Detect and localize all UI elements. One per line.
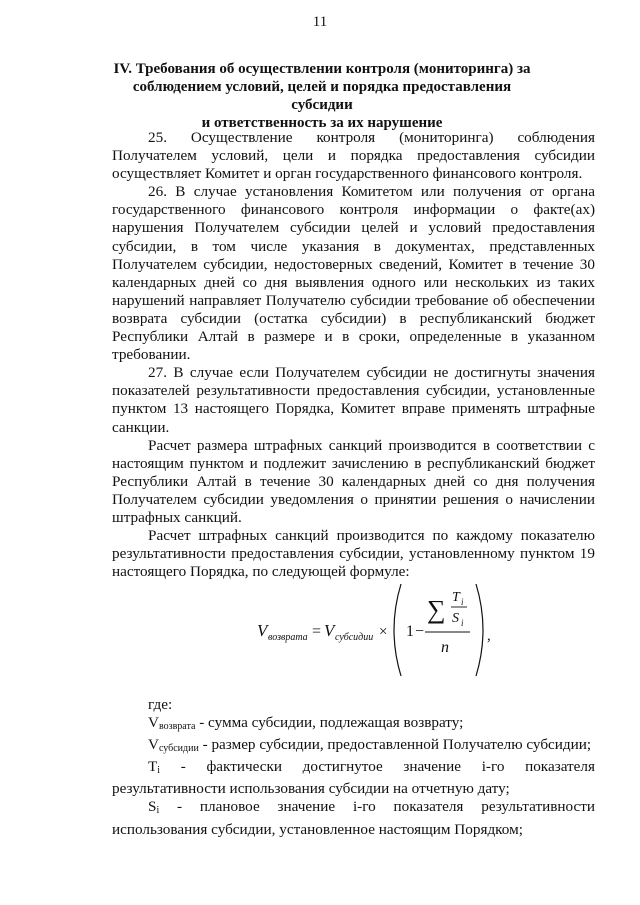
paragraph-formula-intro: Расчет штрафных санкций производится по каждому показателю результативности предоставления субсидии, установленному пунктом 19 настоящего Порядка, по следующей формуле: [112, 527, 595, 581]
paragraph-25: 25. Осуществление контроля (мониторинга) соблюдения Получателем условий, цели и порядка предоставления субсидии осуществляет Комитет и орган государственного финансового контроля. [112, 129, 595, 183]
formula-v-subsidy-sub: субсидии [335, 632, 374, 643]
formula-left-paren [394, 584, 401, 676]
formula-numer: T [452, 590, 460, 605]
formula-numer-sub: i [461, 597, 464, 607]
paragraph-penalty-calc: Расчет размера штрафных санкций производится в соответствии с настоящим пунктом и подлежит зачислению в республиканский бюджет Республики Алтай в течение 30 календарных дней со дня получения Получателем субсидии уведомления о принятии решения о начислении штрафных санкций. [112, 436, 595, 526]
definitions [112, 696, 595, 839]
heading-line-3: и ответственность за их нарушение [201, 115, 443, 131]
definition-s: $S_i$ - плановое значение i-го показателя результативности использования субсидии, установленное настоящим Порядком; [112, 798, 595, 838]
heading-line-2: соблюдением условий, целей и порядка предоставления субсидии [132, 79, 512, 113]
formula-right-paren [476, 584, 483, 676]
formula-sum: ∑ [427, 595, 446, 624]
formula-denom: S [452, 611, 459, 626]
definition-v-return: $V_{возврата}$ - сумма субсидии, подлежащая возврату; [148, 714, 464, 733]
body-text [112, 129, 595, 581]
section-heading [112, 60, 532, 132]
formula-v-return: V [257, 621, 268, 640]
paragraph-27: 27. В случае если Получателем субсидии не достигнуты значения показателей результативности предоставления субсидии, установленные пунктом 13 настоящего Порядка, Комитет вправе применять штрафные санкции. [112, 364, 595, 436]
formula-times: × [379, 624, 388, 640]
formula-v-subsidy: V [324, 621, 335, 640]
formula-one: 1 [406, 623, 414, 640]
paragraph-26: 26. В случае установления Комитетом или получения от органа государственного финансового контроля информации о факте(ах) нарушения Получателем субсидии целей и условий предоставления субсидии, в том числе указания в документах, представленных Получателем субсидии, недостоверных сведений, Комитет в течение 30 календарных дней со дня выявления одного или нескольких из таких нарушений направляет Получателю субсидии требование об обеспечении возврата субсидии (остатка субсидии) в республиканский бюджет Республики Алтай в размере и в сроки, определенные в указанном требовании. [112, 183, 595, 364]
definition-v-subsidy: $V_{субсидии}$ - размер субсидии, предоставленной Получателю субсидии; [148, 736, 592, 755]
formula-comma: , [487, 628, 491, 644]
penalty-formula [255, 580, 495, 680]
formula-equals: = [312, 623, 322, 640]
formula-denom-sub: i [461, 618, 464, 628]
page-number: 11 [312, 14, 328, 30]
formula-minus: − [415, 623, 425, 640]
heading-line-1: IV. Требования об осуществлении контроля (мониторинга) за [113, 61, 531, 77]
formula-n: n [441, 639, 449, 656]
definition-t: $T_i$ - фактически достигнутое значение i-го показателя результативности использования субсидии на отчетную дату; [112, 758, 595, 798]
definitions-where: где: [148, 696, 173, 713]
formula-v-return-sub: возврата [268, 632, 308, 643]
